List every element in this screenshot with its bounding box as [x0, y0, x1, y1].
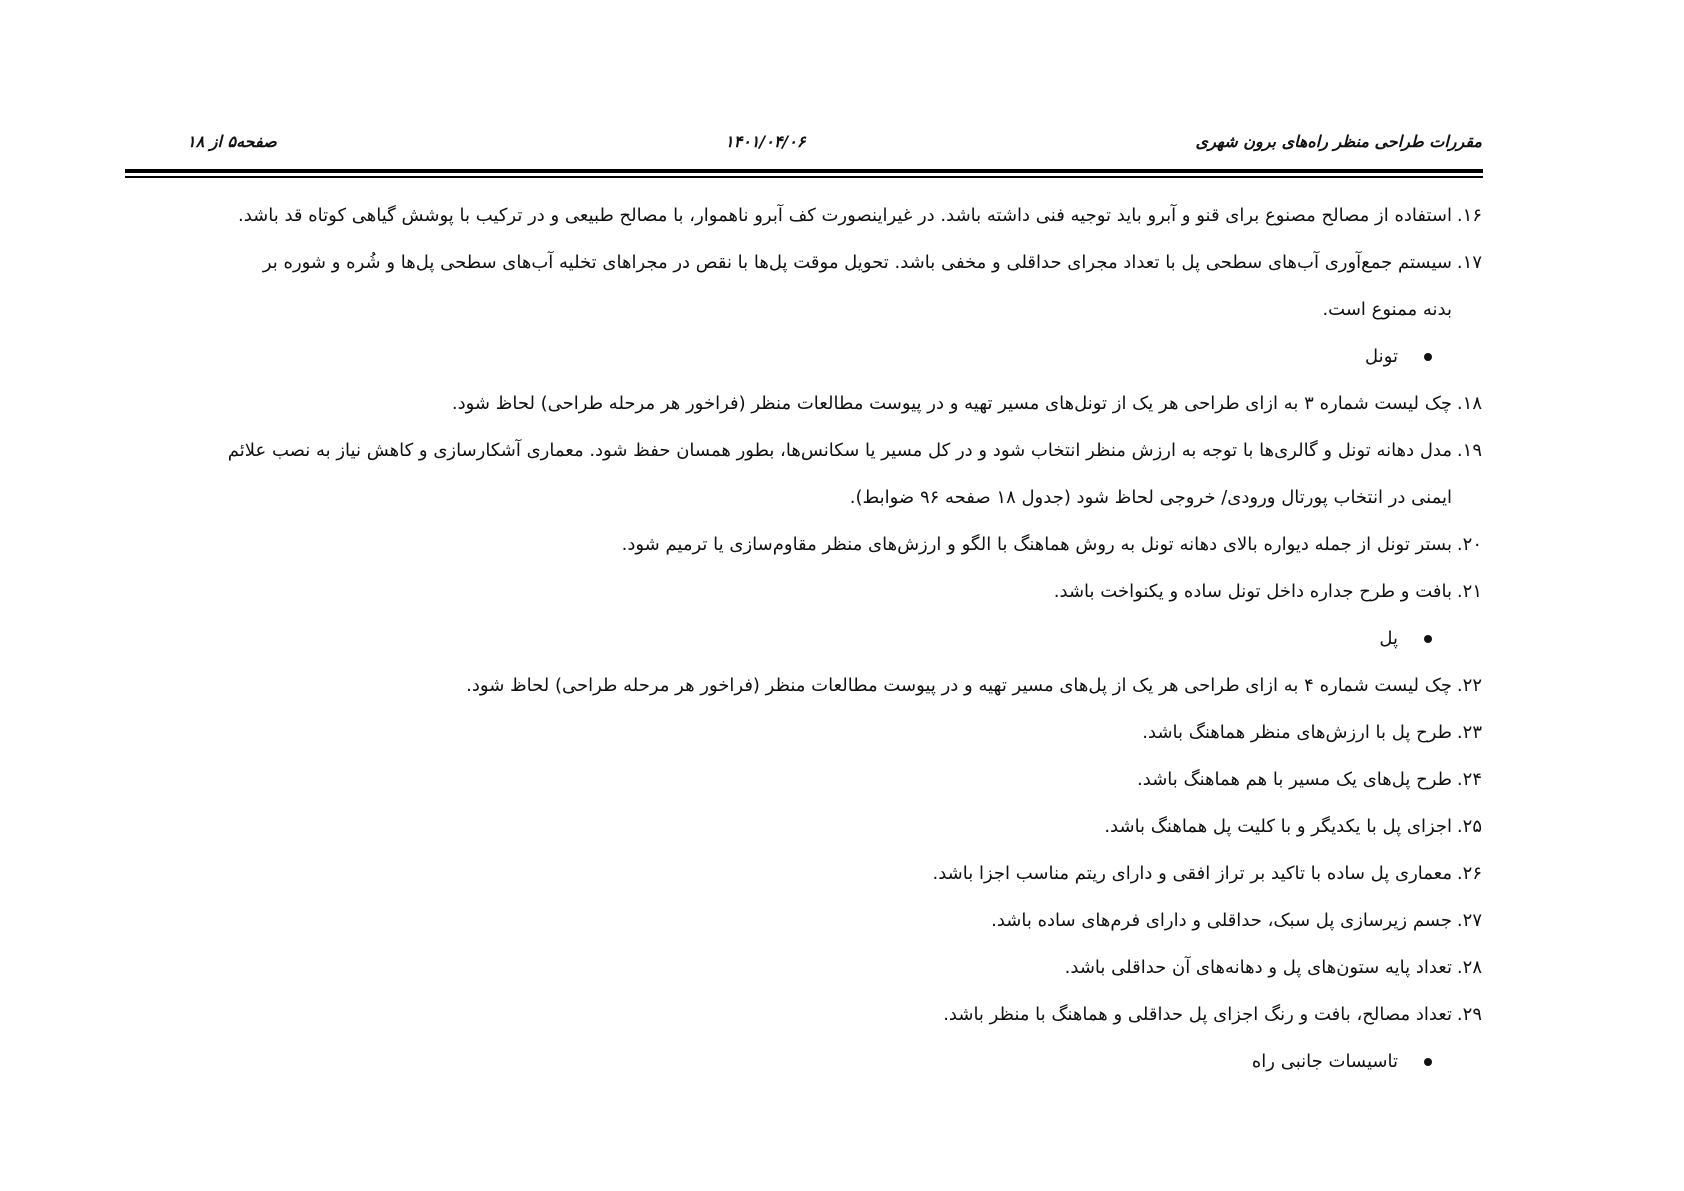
list-item-16 [122, 192, 1482, 239]
list-item-21 [122, 568, 1482, 615]
item-text: جسم زیرسازی پل سبک، حداقلی و دارای فرم‌های ساده باشد. [991, 910, 1452, 931]
list-item-24 [122, 756, 1482, 803]
item-text-continued: بدنه ممنوع است. [1322, 299, 1452, 320]
item-text: طرح پل با ارزش‌های منظر هماهنگ باشد. [1142, 722, 1452, 743]
item-number: ۲۱. [1456, 581, 1482, 602]
list-item-20 [122, 521, 1482, 568]
item-number: ۲۶. [1456, 863, 1482, 884]
header-date: ۱۴۰۱/۰۴/۰۶ [725, 132, 806, 151]
item-text: بستر تونل از جمله دیواره بالای دهانه تونل به روش هماهنگ با الگو و ارزش‌های منظر مقاوم‌سازی یا ترمیم شود. [621, 534, 1452, 555]
item-number: ۱۹. [1456, 440, 1482, 461]
item-text-continued: ایمنی در انتخاب پورتال ورودی/ خروجی لحاظ شود (جدول ۱۸ صفحه ۹۶ ضوابط). [849, 487, 1452, 508]
page-header [125, 132, 1482, 158]
list-item-22 [122, 662, 1482, 709]
list-item-19 [122, 427, 1482, 474]
item-text: مدل دهانه تونل و گالری‌ها با توجه به ارزش منظر انتخاب شود و در کل مسیر یا سکانس‌ها، بطور همسان حفظ شود. معماری آشکارسازی و کاهش نیاز به نصب علائم [227, 440, 1452, 461]
item-text: چک لیست شماره ۳ به ازای طراحی هر یک از تونل‌های مسیر تهیه و در پیوست مطالعات منظر (فراخور هر مرحله طراحی) لحاظ شود. [451, 393, 1452, 414]
bullet-icon [1424, 1058, 1432, 1066]
header-page-number: صفحه۵ از ۱۸ [187, 132, 277, 151]
list-item-29 [122, 991, 1482, 1038]
section-heading: تاسیسات جانبی راه [1251, 1051, 1398, 1072]
item-text: سیستم جمع‌آوری آب‌های سطحی پل با تعداد مجرای حداقلی و مخفی باشد. تحویل موقت پل‌ها با نقص در مجراهای تخلیه آب‌های سطحی پل‌ها و شُره و شوره بر [262, 252, 1452, 273]
list-item-18 [122, 380, 1482, 427]
list-item-26 [122, 850, 1482, 897]
item-number: ۲۴. [1456, 769, 1482, 790]
section-heading: پل [1379, 628, 1398, 649]
list-item-19-continued [122, 474, 1482, 521]
list-item-17 [122, 239, 1482, 286]
header-title: مقررات طراحی منظر راه‌های برون شهری [1195, 132, 1482, 151]
item-number: ۲۸. [1456, 957, 1482, 978]
list-item-25 [122, 803, 1482, 850]
section-bullet-bridge [122, 615, 1482, 662]
item-text: استفاده از مصالح مصنوع برای قنو و آبرو باید توجیه فنی داشته باشد. در غیراینصورت کف آبرو ناهموار، با مصالح طبیعی و در ترکیب با پوشش گیاهی کوتاه قد باشد. [238, 205, 1452, 226]
list-item-23 [122, 709, 1482, 756]
item-number: ۱۶. [1456, 205, 1482, 226]
item-number: ۱۷. [1456, 252, 1482, 273]
section-heading: تونل [1365, 346, 1398, 367]
list-item-28 [122, 944, 1482, 991]
item-number: ۲۰. [1456, 534, 1482, 555]
item-number: ۲۷. [1456, 910, 1482, 931]
item-text: تعداد مصالح، بافت و رنگ اجزای پل حداقلی و هماهنگ با منظر باشد. [943, 1004, 1452, 1025]
header-rule-thin [125, 176, 1483, 178]
item-text: تعداد پایه ستون‌های پل و دهانه‌های آن حداقلی باشد. [1064, 957, 1452, 978]
item-text: طرح پل‌های یک مسیر با هم هماهنگ باشد. [1137, 769, 1452, 790]
document-body [122, 192, 1482, 1085]
item-number: ۲۵. [1456, 816, 1482, 837]
item-text: معماری پل ساده با تاکید بر تراز افقی و دارای ریتم مناسب اجزا باشد. [932, 863, 1452, 884]
item-text: چک لیست شماره ۴ به ازای طراحی هر یک از پل‌های مسیر تهیه و در پیوست مطالعات منظر (فراخور هر مرحله طراحی) لحاظ شود. [466, 675, 1452, 696]
item-number: ۲۹. [1456, 1004, 1482, 1025]
item-number: ۲۳. [1456, 722, 1482, 743]
list-item-27 [122, 897, 1482, 944]
section-bullet-facilities [122, 1038, 1482, 1085]
bullet-icon [1424, 353, 1432, 361]
item-number: ۱۸. [1456, 393, 1482, 414]
bullet-icon [1424, 635, 1432, 643]
header-rule-thick [125, 169, 1483, 173]
item-number: ۲۲. [1456, 675, 1482, 696]
list-item-17-continued [122, 286, 1482, 333]
section-bullet-tunnel [122, 333, 1482, 380]
item-text: اجزای پل با یکدیگر و با کلیت پل هماهنگ باشد. [1104, 816, 1452, 837]
item-text: بافت و طرح جداره داخل تونل ساده و یکنواخت باشد. [1053, 581, 1452, 602]
